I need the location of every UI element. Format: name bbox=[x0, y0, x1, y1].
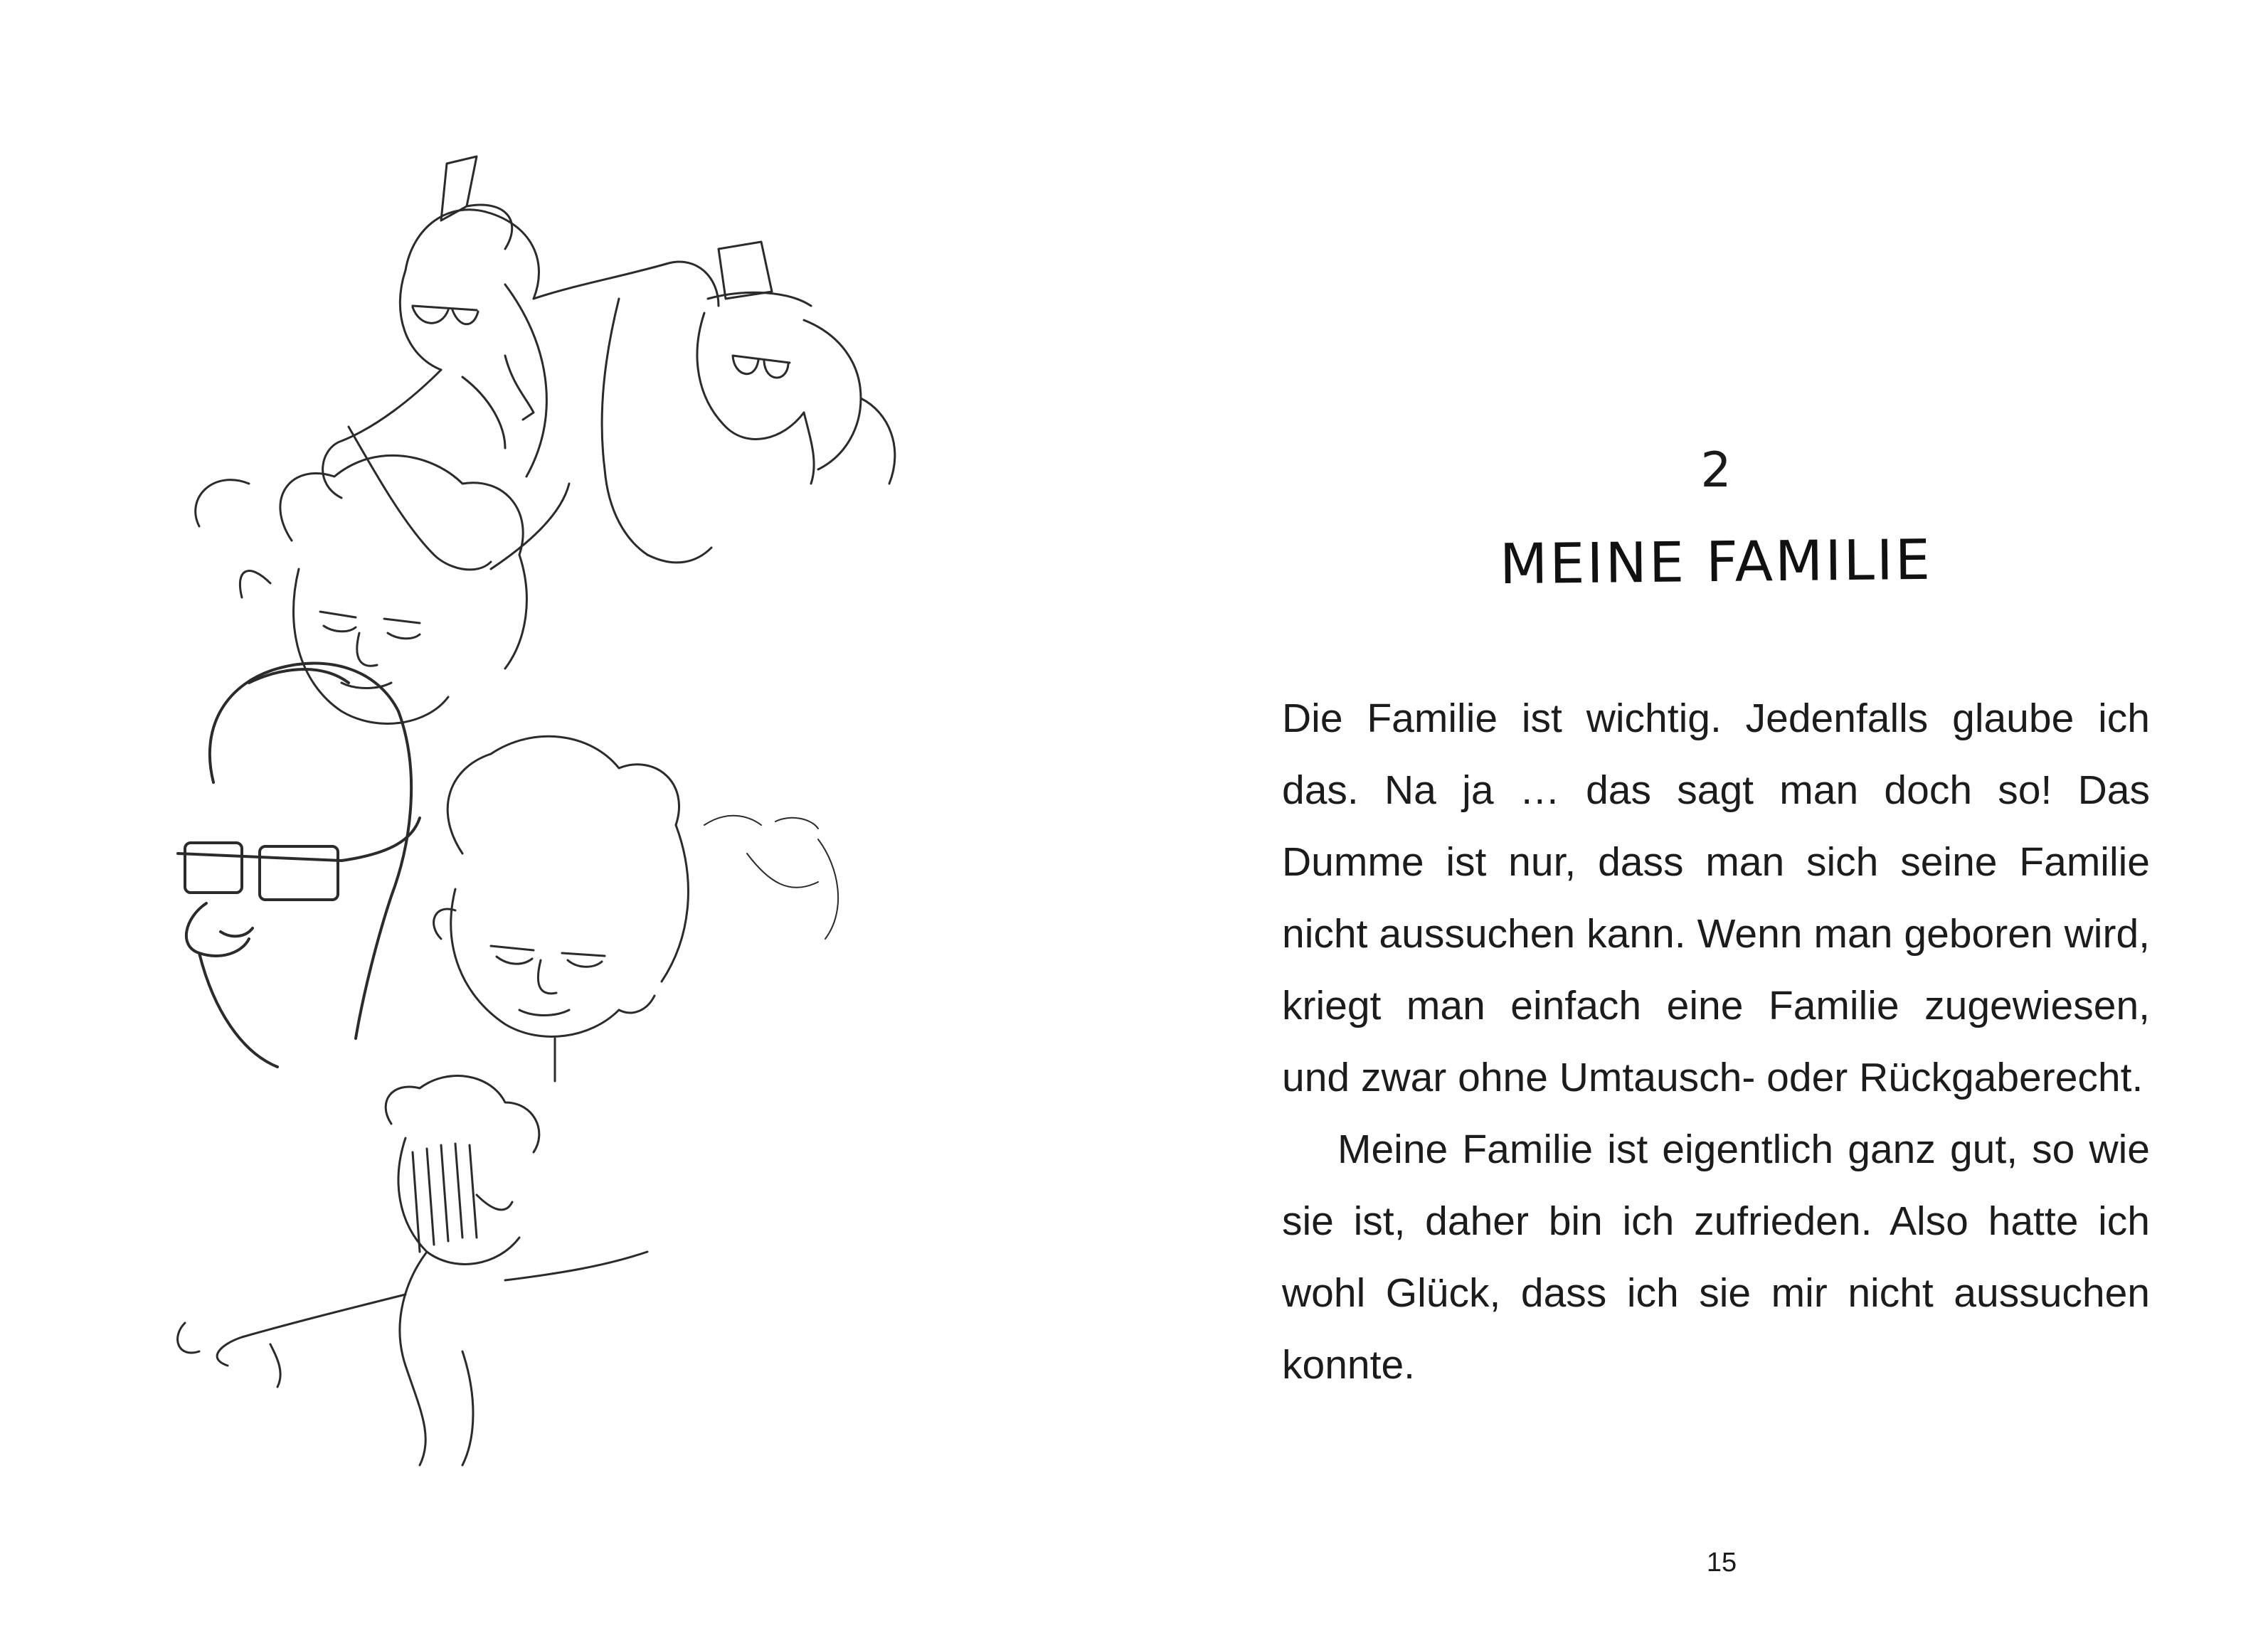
faint-face-figure bbox=[704, 816, 838, 939]
small-child-figure bbox=[178, 1076, 647, 1465]
body-paragraph: Meine Familie ist eigentlich ganz gut, so wie sie ist, daher bin ich zufrieden. Also hatte ich wohl Glück, dass ich sie mir nicht aussuchen konnte. bbox=[1282, 1127, 2150, 1388]
chapter-body bbox=[1282, 683, 2150, 1401]
text-page bbox=[1282, 0, 2150, 1638]
chapter-number: 2 bbox=[1700, 442, 1732, 499]
boy-face-figure bbox=[434, 736, 689, 1081]
man-with-hat-figure bbox=[602, 242, 895, 563]
chapter-title: MEINE FAMILIE bbox=[1499, 528, 1933, 597]
body-paragraph: Die Familie ist wichtig. Jedenfalls glaube ich das. Na ja … das sagt man doch so! Das Dumme ist nur, dass man sich seine Familie nicht aussuchen kann. Wenn man geboren wird, kriegt man einfach eine Familie zugewiesen, und zwar ohne Umtausch- oder Rückgaberecht. bbox=[1282, 696, 2150, 1100]
family-sketch-illustration bbox=[107, 142, 989, 1536]
woman-headscarf-figure bbox=[323, 156, 719, 570]
page-number: 15 bbox=[1706, 1548, 1737, 1578]
